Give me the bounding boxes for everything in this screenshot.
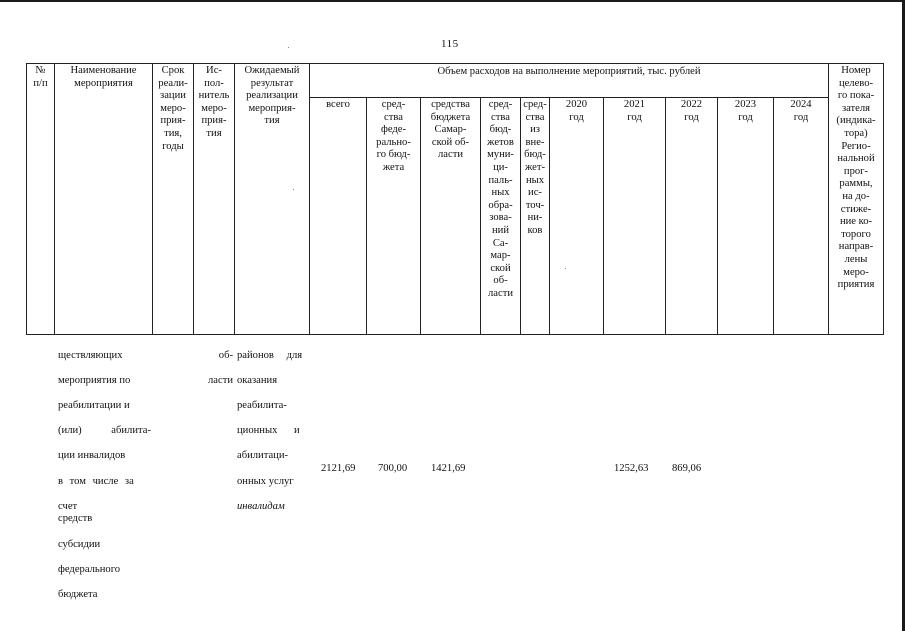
- row1-name-line-justified: [58, 425, 151, 438]
- row1-executor-line: об-: [218, 349, 233, 361]
- row2-total: 2121,69: [321, 463, 356, 474]
- row1-result-line: абилитаци-: [237, 450, 289, 462]
- header-result: Ожидаемый результат реализации мероприя- тия: [235, 63, 310, 335]
- row1-result: [237, 337, 309, 526]
- row1-result-line: онных услуг: [237, 475, 294, 487]
- header-year-2022: 2022 год: [666, 98, 718, 335]
- row1-name-line: мероприятия по: [58, 374, 131, 386]
- row1-name: [58, 337, 151, 476]
- row1-name-line: реабилитации и: [58, 399, 130, 411]
- header-year-2023: 2023 год: [718, 98, 774, 335]
- page-number: 115: [441, 38, 459, 50]
- row2-name-line: бюджета: [58, 588, 98, 600]
- header-number: № п/п: [26, 63, 55, 335]
- header-indicator: Номер целево- го пока- зателя (индика- тора) Регио- нальной прог- раммы, на до- стиже- ние ко- торого направ- лены меро- приятия: [829, 63, 884, 335]
- header-regional: средства бюджета Самар- ской об- ласти: [421, 98, 481, 335]
- row2-year-2022: 869,06: [672, 463, 702, 474]
- header-year-2021: 2021 год: [604, 98, 666, 335]
- header-volume: Объем расходов на выполнение мероприятий, тыс. рублей: [310, 63, 829, 98]
- row2-name: [58, 463, 151, 614]
- header-municipal: сред- ства бюд- жетов муни- ци- паль- ных обра- зова- ний Са- мар- ской об- ласти: [481, 98, 521, 335]
- row2-name-line: счет средств: [58, 500, 93, 525]
- row2-federal: 700,00: [378, 463, 408, 474]
- row1-result-line: инвалидам: [237, 500, 285, 512]
- row1-result-line: ционных и: [237, 425, 300, 437]
- header-total: всего: [310, 98, 367, 335]
- row1-result-line: реабилита-: [237, 399, 287, 411]
- header-offbudget: сред- ства из вне- бюд- жет- ных ис- точ- ни- ков: [521, 98, 550, 335]
- row2-name-line: федерального: [58, 563, 121, 575]
- row1-result-line: оказания: [237, 374, 278, 386]
- row2-name-line: в том числе за: [58, 475, 134, 487]
- header-year-2024: 2024 год: [774, 98, 829, 335]
- header-executor: Ис- пол- нитель меро- прия- тия: [194, 63, 235, 335]
- scan-edge-top: [0, 0, 905, 2]
- row1-name-line: ществляющих: [58, 349, 123, 361]
- row1-name-word: абилита-: [111, 425, 151, 437]
- header-year-2020: 2020 год: [550, 98, 604, 335]
- scan-speck: [288, 47, 289, 48]
- row2-name-line: субсидии: [58, 538, 101, 550]
- row1-name-word: (или): [58, 425, 82, 437]
- header-term: Срок реали- зации меро- прия- тия, годы: [153, 63, 194, 335]
- row1-executor-line: ласти: [208, 374, 233, 386]
- header-federal: сред- ства феде- рально- го бюд- жета: [367, 98, 421, 335]
- row1-result-line: районов для: [237, 349, 303, 361]
- row2-regional: 1421,69: [431, 463, 466, 474]
- row1-executor: [194, 337, 233, 400]
- row2-year-2021: 1252,63: [614, 463, 649, 474]
- row1-name-line: ции инвалидов: [58, 450, 126, 462]
- header-name: Наименование мероприятия: [55, 63, 153, 335]
